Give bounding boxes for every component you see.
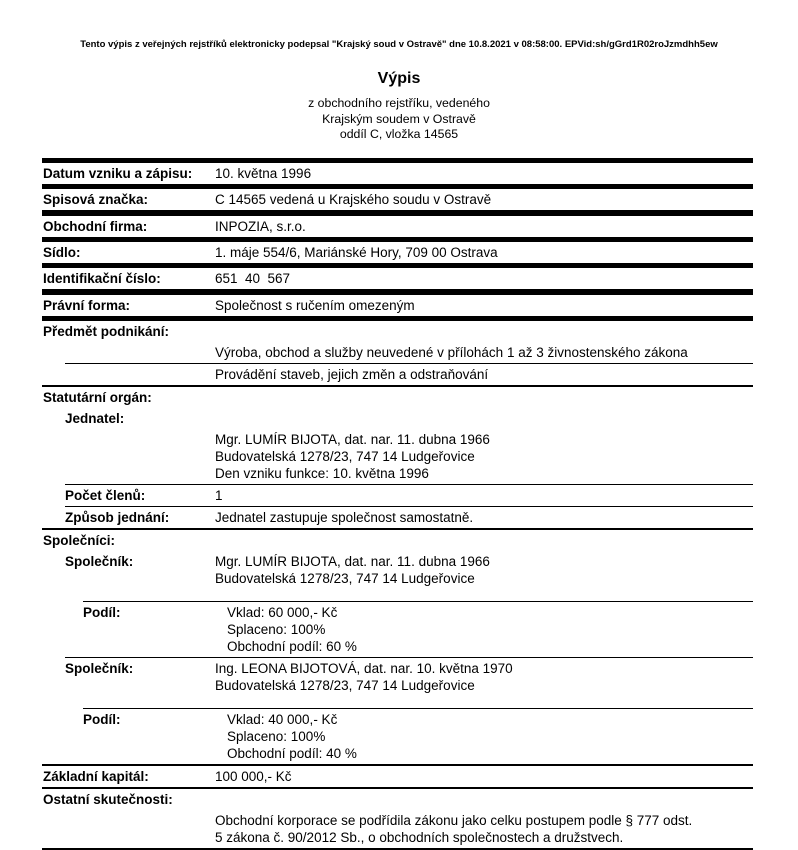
row-values [215, 812, 753, 846]
signature-note: Tento výpis z veřejných rejstříků elektronicky podepsal "Krajský soud v Ostravě" dne 10.8.2021 v 08:58:00. EPVid:sh/gGrd1R02roJzmdhh5ew [0, 0, 798, 50]
register-row [42, 295, 753, 316]
row-value: Mgr. LUMÍR BIJOTA, dat. nar. 11. dubna 1966 [215, 431, 753, 448]
row-label: Způsob jednání: [42, 509, 215, 526]
row-value: 100 000,- Kč [215, 768, 753, 785]
row-values [215, 553, 753, 587]
row-value: Obchodní korporace se podřídila zákonu jako celku postupem podle § 777 odst. [215, 812, 753, 829]
row-values [215, 791, 753, 808]
row-value: Obchodní podíl: 40 % [227, 745, 753, 762]
row-label: Základní kapitál: [42, 768, 215, 785]
row-value: Mgr. LUMÍR BIJOTA, dat. nar. 11. dubna 1966 [215, 553, 753, 570]
row-label: Společníci: [42, 532, 215, 549]
document-subtitle [0, 96, 798, 143]
row-value: 5 zákona č. 90/2012 Sb., o obchodních společnostech a družstvech. [215, 829, 753, 846]
register-row [42, 530, 753, 551]
row-label: Statutární orgán: [42, 389, 215, 406]
row-label: Podíl: [42, 604, 215, 655]
row-label [42, 812, 215, 846]
row-values [215, 604, 753, 655]
register-row [42, 364, 753, 385]
row-values [215, 165, 753, 182]
register-row [42, 342, 753, 363]
row-values [215, 389, 753, 406]
register-row [42, 242, 753, 263]
register-row [42, 507, 753, 528]
row-label: Společník: [42, 553, 215, 587]
register-row [42, 602, 753, 657]
row-label: Počet členů: [42, 487, 215, 504]
row-values [215, 366, 753, 383]
row-label: Společník: [42, 660, 215, 694]
row-values [215, 218, 753, 235]
register-row [42, 789, 753, 810]
row-value: Vklad: 60 000,- Kč [227, 604, 753, 621]
row-value: 10. května 1996 [215, 165, 753, 182]
row-value: Obchodní podíl: 60 % [227, 638, 753, 655]
row-values [215, 768, 753, 785]
row-label: Datum vzniku a zápisu: [42, 165, 215, 182]
row-values [215, 487, 753, 504]
row-value: INPOZIA, s.r.o. [215, 218, 753, 235]
row-label: Jednatel: [42, 410, 215, 427]
row-value: Splaceno: 100% [227, 728, 753, 745]
row-label: Identifikační číslo: [42, 270, 215, 287]
row-label [42, 431, 215, 482]
register-row [42, 268, 753, 289]
subtitle-line: oddíl C, vložka 14565 [0, 127, 798, 143]
row-values [215, 323, 753, 340]
register-row [42, 387, 753, 408]
row-value: Jednatel zastupuje společnost samostatně. [215, 509, 753, 526]
register-row [42, 321, 753, 342]
register-table [42, 158, 753, 850]
register-row [42, 189, 753, 210]
row-values [215, 410, 753, 427]
row-value: Budovatelská 1278/23, 747 14 Ludgeřovice [215, 448, 753, 465]
row-values [215, 344, 753, 361]
register-row [42, 408, 753, 429]
row-values [215, 532, 753, 549]
row-value: Vklad: 40 000,- Kč [227, 711, 753, 728]
register-row [42, 429, 753, 484]
row-value: Den vzniku funkce: 10. května 1996 [215, 465, 753, 482]
register-row [42, 216, 753, 237]
row-value: C 14565 vedená u Krajského soudu v Ostravě [215, 191, 753, 208]
row-value: Společnost s ručením omezeným [215, 297, 753, 314]
row-values [215, 270, 753, 287]
row-values [215, 660, 753, 694]
register-row [42, 709, 753, 764]
row-value: Výroba, obchod a služby neuvedené v přílohách 1 až 3 živnostenského zákona [215, 344, 753, 361]
row-value: Budovatelská 1278/23, 747 14 Ludgeřovice [215, 570, 753, 587]
row-values [215, 244, 753, 261]
row-label [42, 366, 215, 383]
row-label: Právní forma: [42, 297, 215, 314]
row-values [215, 191, 753, 208]
row-value: 1 [215, 487, 753, 504]
row-label: Předmět podnikání: [42, 323, 215, 340]
row-values [215, 431, 753, 482]
row-values [215, 297, 753, 314]
register-row [42, 658, 753, 696]
register-row [42, 163, 753, 184]
register-row [42, 551, 753, 589]
row-label: Podíl: [42, 711, 215, 762]
subtitle-line: Krajským soudem v Ostravě [0, 112, 798, 128]
row-label: Ostatní skutečnosti: [42, 791, 215, 808]
register-row [42, 766, 753, 787]
row-label [42, 344, 215, 361]
row-values [215, 711, 753, 762]
row-value: 1. máje 554/6, Mariánské Hory, 709 00 Ostrava [215, 244, 753, 261]
row-value: 651 40 567 [215, 270, 753, 287]
row-values [215, 509, 753, 526]
row-label: Spisová značka: [42, 191, 215, 208]
document-title: Výpis [0, 70, 798, 88]
row-value: Ing. LEONA BIJOTOVÁ, dat. nar. 10. května 1970 [215, 660, 753, 677]
register-row [42, 485, 753, 506]
row-label: Obchodní firma: [42, 218, 215, 235]
row-value: Provádění staveb, jejich změn a odstraňování [215, 366, 753, 383]
register-row [42, 810, 753, 848]
row-value: Budovatelská 1278/23, 747 14 Ludgeřovice [215, 677, 753, 694]
row-label: Sídlo: [42, 244, 215, 261]
subtitle-line: z obchodního rejstříku, vedeného [0, 96, 798, 112]
row-value: Splaceno: 100% [227, 621, 753, 638]
